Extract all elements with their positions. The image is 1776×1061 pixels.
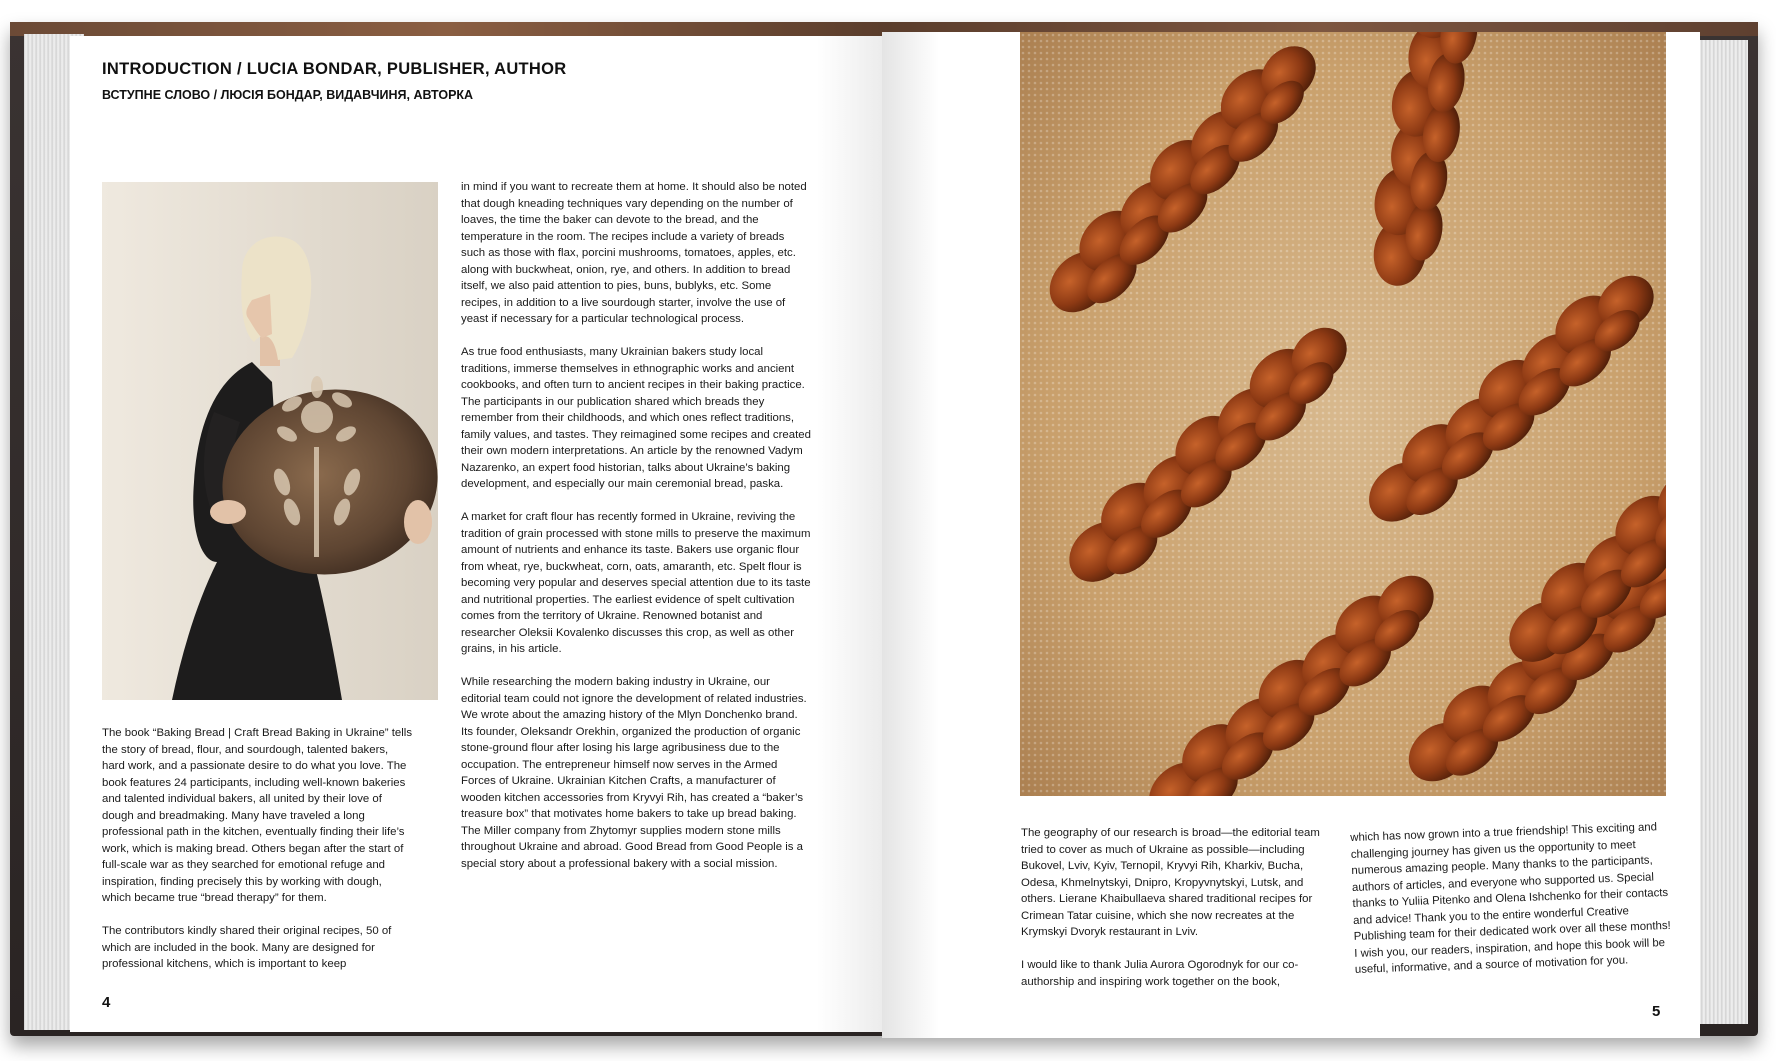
page-number-left: 4 [102,994,111,1011]
page-number-right: 5 [1652,1003,1661,1020]
text-column-1 [102,725,414,989]
paragraph: As true food enthusiasts, many Ukrainian bakers study local traditions, immerse themselves in ethnographic works and ancient cookbooks, and often turn to ancient recipes in their baking practice. The participants in our publication shared which breads they remember from their childhoods, and which ones reflect traditions, family values, and tastes. They reimagined some recipes and created their own modern interpretations. An article by the renowned Vadym Nazarenko, an expert food historian, talks about Ukraine’s baking development, and especially our main ceremonial bread, paska. [461,346,811,490]
author-portrait-illustration [102,182,438,700]
text-column-3 [1021,825,1339,1007]
paragraph: in mind if you want to recreate them at home. It should also be noted that dough kneading techniques vary depending on the number of loaves, the time the baker can devote to the bread, and the temperature in the room. The recipes include a variety of breads such as those with flax, porcini mushrooms, tomatoes, apples, etc. along with buckwheat, onion, rye, and others. In addition to bread itself, we also paid attention to pies, buns, bublyks, etc. Some recipes, in addition to a live sourdough starter, involve the use of yeast if necessary for a particular technological process. [461,181,807,325]
paragraph: I would like to thank Julia Aurora Ogorodnyk for our co-authorship and inspiring work together on the book, [1021,959,1299,988]
text-column-4 [1350,819,1676,995]
page-subtitle-ukrainian: ВСТУПНЕ СЛОВО / ЛЮСІЯ БОНДАР, ВИДАВЧИНЯ, АВТОРКА [102,88,474,102]
paragraph: The contributors kindly shared their original recipes, 50 of which are included in the book. Many are designed for professional kitchens, which is important to keep [102,925,392,970]
author-portrait-photo [102,182,438,700]
braided-bread-photo [1020,32,1666,796]
text-column-2 [461,179,811,889]
paragraph: A market for craft flour has recently formed in Ukraine, reviving the tradition of grain processed with stone mills to preserve the maximum amount of nutrients and enhance its taste. Bakers use organic flour from wheat, rye, buckwheat, corn, oats, amaranth, etc. Spelt flour is becoming very popular and deserves special attention due to its taste and nutritional properties. The earliest evidence of spelt cultivation comes from the territory of Ukraine. Renowned botanist and researcher Oleksii Kovalenko discusses this crop, as well as other grains, in his article. [461,511,811,655]
paragraph: which has now grown into a true friendship! This exciting and challenging journey has given us the opportunity to meet numerous amazing people. Many thanks to the participants, authors of articles, and everyone who supported us. Special thanks to Yuliia Pitenko and Olena Ishchenko for their contacts and advice! Thank you to the entire wonderful Creative Publishing team for their dedicated work over all these months! I wish you, our readers, inspiration, and hope this book will be useful, informative, and a source of motivation for you. [1350,821,1671,976]
paragraph: The book “Baking Bread | Craft Bread Baking in Ukraine” tells the story of bread, flour, and sourdough, talented bakers, hard work, and a passionate desire to do what you love. The book features 24 participants, including well-known bakeries and talented individual bakers, all united by their love of dough and breadmaking. Many have traveled a long professional path in the kitchen, eventually finding their life’s work, which is making bread. Others began after the start of full-scale war as they searched for emotional refuge and inspiration, finding precisely this by working with dough, which became true “bread therapy” for them. [102,727,413,904]
paragraph: While researching the modern baking industry in Ukraine, our editorial team could not ignore the development of related industries. We wrote about the amazing history of the Mlyn Donchenko brand. Its founder, Oleksandr Orekhin, organized the production of organic stone-ground flour after losing his large agribusiness due to the occupation. The entrepreneur himself now serves in the Armed Forces of Ukraine. Ukrainian Kitchen Crafts, a manufacturer of wooden kitchen accessories from Kryvyi Rih, has created a “baker’s treasure box” that motivates home bakers to take up bread baking. The Miller company from Zhytomyr supplies modern stone mills throughout Ukraine and abroad. Good Bread from Good People is a special story about a professional bakery with a social mission. [461,676,807,870]
page-title: INTRODUCTION / LUCIA BONDAR, PUBLISHER, AUTHOR [102,60,567,78]
braided-bread-illustration [1020,32,1666,796]
paragraph: The geography of our research is broad—the editorial team tried to cover as much of Ukraine as possible—including Bukovel, Lviv, Kyiv, Ternopil, Kryvyi Rih, Kharkiv, Bucha, Odesa, Khmelnytskyi, Dnipro, Kropyvnytskyi, Lutsk, and others. Lierane Khaibullaeva shared traditional recipes for Crimean Tatar cuisine, which she now recreates at the Krymskyi Dvoryk restaurant in Lviv. [1021,827,1320,938]
